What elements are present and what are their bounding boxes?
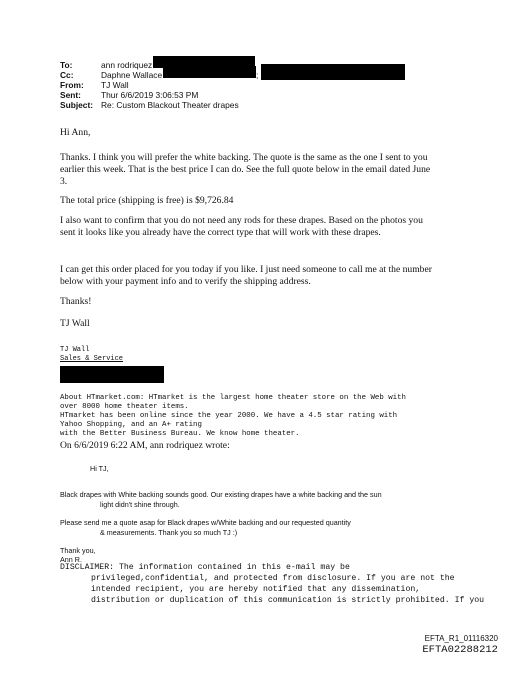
quoted-line: & measurements. Thank you so much TJ :) [100,528,238,537]
quoted-line: Black drapes with White backing sounds good. Our existing drapes have a white backing and the sun [60,490,382,499]
subject-label: Subject: [60,100,94,110]
to-label: To: [60,60,73,70]
sent-value: Thur 6/6/2019 3:06:53 PM [101,90,199,100]
from-value: TJ Wall [101,80,129,90]
paragraph-line: 3. [60,176,68,187]
signoff: TJ Wall [60,318,90,329]
paragraph-line: sent it looks like you already have the correct type that will work with these drapes. [60,227,381,238]
signature-name: TJ Wall [60,346,90,354]
redaction-box [60,366,164,383]
paragraph-line: below with your payment info and to verify the shipping address. [60,276,311,287]
separator-mark: ; [256,70,259,80]
bates-id-2: EFTA02288212 [422,644,498,656]
disclaimer-line: intended recipient, you are hereby notified that any dissemination, [91,585,421,594]
to-value: ann rodriquez [101,60,153,70]
disclaimer-line: distribution or duplication of this communication is strictly prohibited. If you [91,596,485,605]
quoted-name: Ann R. [60,555,82,564]
about-line: over 8000 home theater items. [60,403,189,411]
from-label: From: [60,80,84,90]
paragraph-line: Thanks. I think you will prefer the white backing. The quote is the same as the one I sent to you [60,152,428,163]
cc-value: Daphne Wallace [101,70,163,80]
quoted-thank-you: Thank you, [60,546,96,555]
sent-label: Sent: [60,90,81,100]
signature-title: Sales & Service [60,355,124,363]
quoted-header: On 6/6/2019 6:22 AM, ann rodriquez wrote: [60,440,230,451]
paragraph-line: earlier this week. That is the best price I can do. See the full quote below in the email dated June [60,164,431,175]
bates-id-1: EFTA_R1_01116320 [424,634,498,643]
disclaimer-line: DISCLAIMER: The information contained in this e-mail may be [60,563,350,572]
subject-value: Re: Custom Blackout Theater drapes [101,100,239,110]
redaction-box [261,64,405,80]
disclaimer-line: privileged,confidential, and protected from disclosure. If you are not the [91,574,455,583]
about-line: with the Better Business Bureau. We know home theater. [60,430,300,438]
greeting: Hi Ann, [60,127,91,138]
quoted-line: Please send me a quote asap for Black drapes w/White backing and our requested quantity [60,518,351,527]
quoted-greeting: Hi TJ, [90,464,109,473]
cc-label: Cc: [60,70,74,80]
quoted-line: light didn't shine through. [100,500,180,509]
about-line: HTmarket has been online since the year 2000. We have a 4.5 star rating with [60,412,398,420]
about-line: Yahoo Shopping, and an A+ rating [60,421,202,429]
about-line: About HTmarket.com: HTmarket is the largest home theater store on the Web with [60,394,406,402]
paragraph-line: I can get this order placed for you today if you like. I just need someone to call me at the number [60,264,432,275]
paragraph-line: I also want to confirm that you do not need any rods for these drapes. Based on the photos you [60,215,423,226]
redaction-box [163,66,259,80]
total-price: The total price (shipping is free) is $9,726.84 [60,195,234,206]
thanks: Thanks! [60,296,92,307]
